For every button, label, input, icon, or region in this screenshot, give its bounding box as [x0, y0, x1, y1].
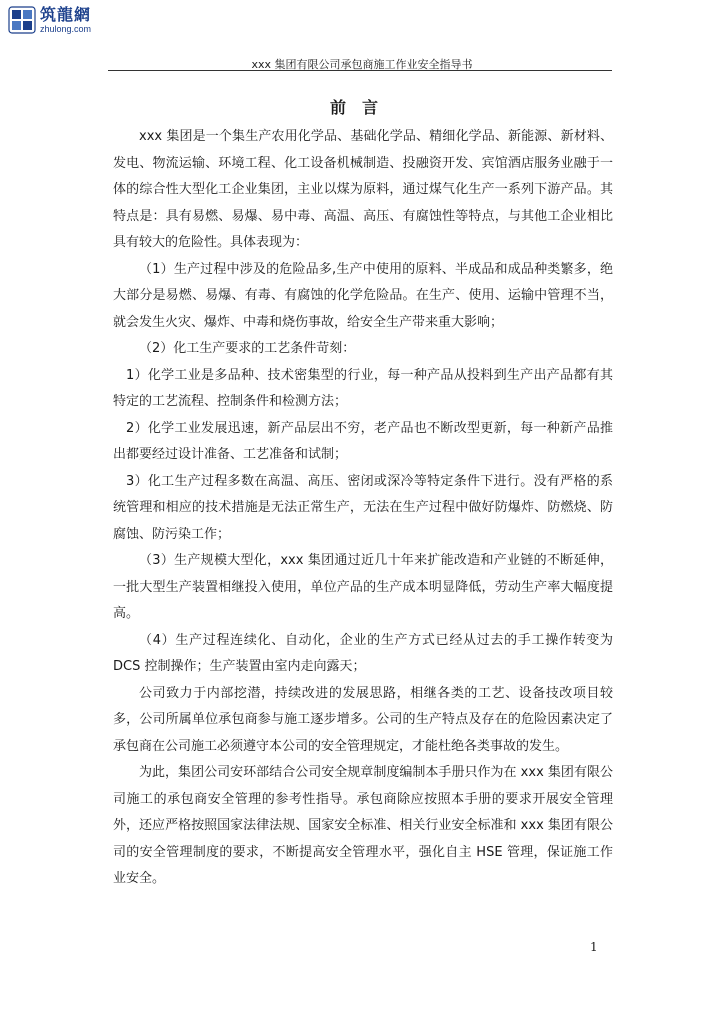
- page-title: 前言: [329, 98, 394, 117]
- site-logo: [8, 6, 91, 34]
- paragraph: （1）生产过程中涉及的危险品多,生产中使用的原料、半成品和成品种类繁多，绝大部分是易燃、易爆、有毒、有腐蚀的化学危险品。在生产、使用、运输中管理不当，就会发生火灾、爆炸、中毒和烧伤事故，给安全生产带来重大影响；: [113, 261, 613, 330]
- paragraph: （3）生产规模大型化，xxx 集团通过近几十年来扩能改造和产业链的不断延伸，一批大型生产装置相继投入使用，单位产品的生产成本明显降低，劳动生产率大幅度提高。: [113, 553, 613, 621]
- paragraph: 1）化学工业是多品种、技术密集型的行业，每一种产品从投料到生产出产品都有其特定的工艺流程、控制条件和检测方法；: [113, 367, 613, 409]
- document-body: [113, 124, 613, 893]
- paragraph: （2）化工生产要求的工艺条件苛刻：: [139, 341, 356, 356]
- running-header: xxx 集团有限公司承包商施工作业安全指导书: [251, 58, 473, 71]
- header-divider: [108, 70, 612, 71]
- paragraph: 3）化工生产过程多数在高温、高压、密闭或深冷等特定条件下进行。没有严格的系统管理和相应的技术措施是无法正常生产，无法在生产过程中做好防爆炸、防燃烧、防腐蚀、防污染工作；: [113, 473, 613, 542]
- logo-emblem-icon: [8, 6, 36, 34]
- paragraph: 公司致力于内部挖潜，持续改进的发展思路，相继各类的工艺、设备技改项目较多，公司所属单位承包商参与施工逐步增多。公司的生产特点及存在的危险因素决定了承包商在公司施工必须遵守本公司的安全管理规定，才能杜绝各类事故的发生。: [113, 685, 613, 754]
- paragraph: （4）生产过程连续化、自动化，企业的生产方式已经从过去的手工操作转变为 DCS 控制操作；生产装置由室内走向露天；: [113, 632, 613, 674]
- logo-name: 筑龍網: [40, 4, 92, 24]
- paragraph: 为此，集团公司安环部结合公司安全规章制度编制本手册只作为在 xxx 集团有限公司施工的承包商安全管理的参考性指导。承包商除应按照本手册的要求开展安全管理外，还应严格按照国家法律法规、国家安全标准、相关行业安全标准和 xxx 集团有限公司的安全管理制度的要求，不断提高安全管理水平，强化自主 HSE 管理，保证施工作业安全。: [113, 765, 613, 886]
- paragraph: xxx 集团是一个集生产农用化学品、基础化学品、精细化学品、新能源、新材料、发电、物流运输、环境工程、化工设备机械制造、投融资开发、宾馆酒店服务业融于一体的综合性大型化工企业集团，主业以煤为原料，通过煤气化生产一系列下游产品。其特点是：具有易燃、易爆、易中毒、高温、高压、有腐蚀性等特点，与其他工企业相比具有较大的危险性。具体表现为：: [113, 129, 613, 250]
- logo-url: zhulong.com: [40, 23, 92, 34]
- paragraph: 2）化学工业发展迅速，新产品层出不穷，老产品也不断改型更新，每一种新产品推出都要经过设计准备、工艺准备和试制；: [113, 420, 613, 462]
- page-number: 1: [590, 940, 598, 954]
